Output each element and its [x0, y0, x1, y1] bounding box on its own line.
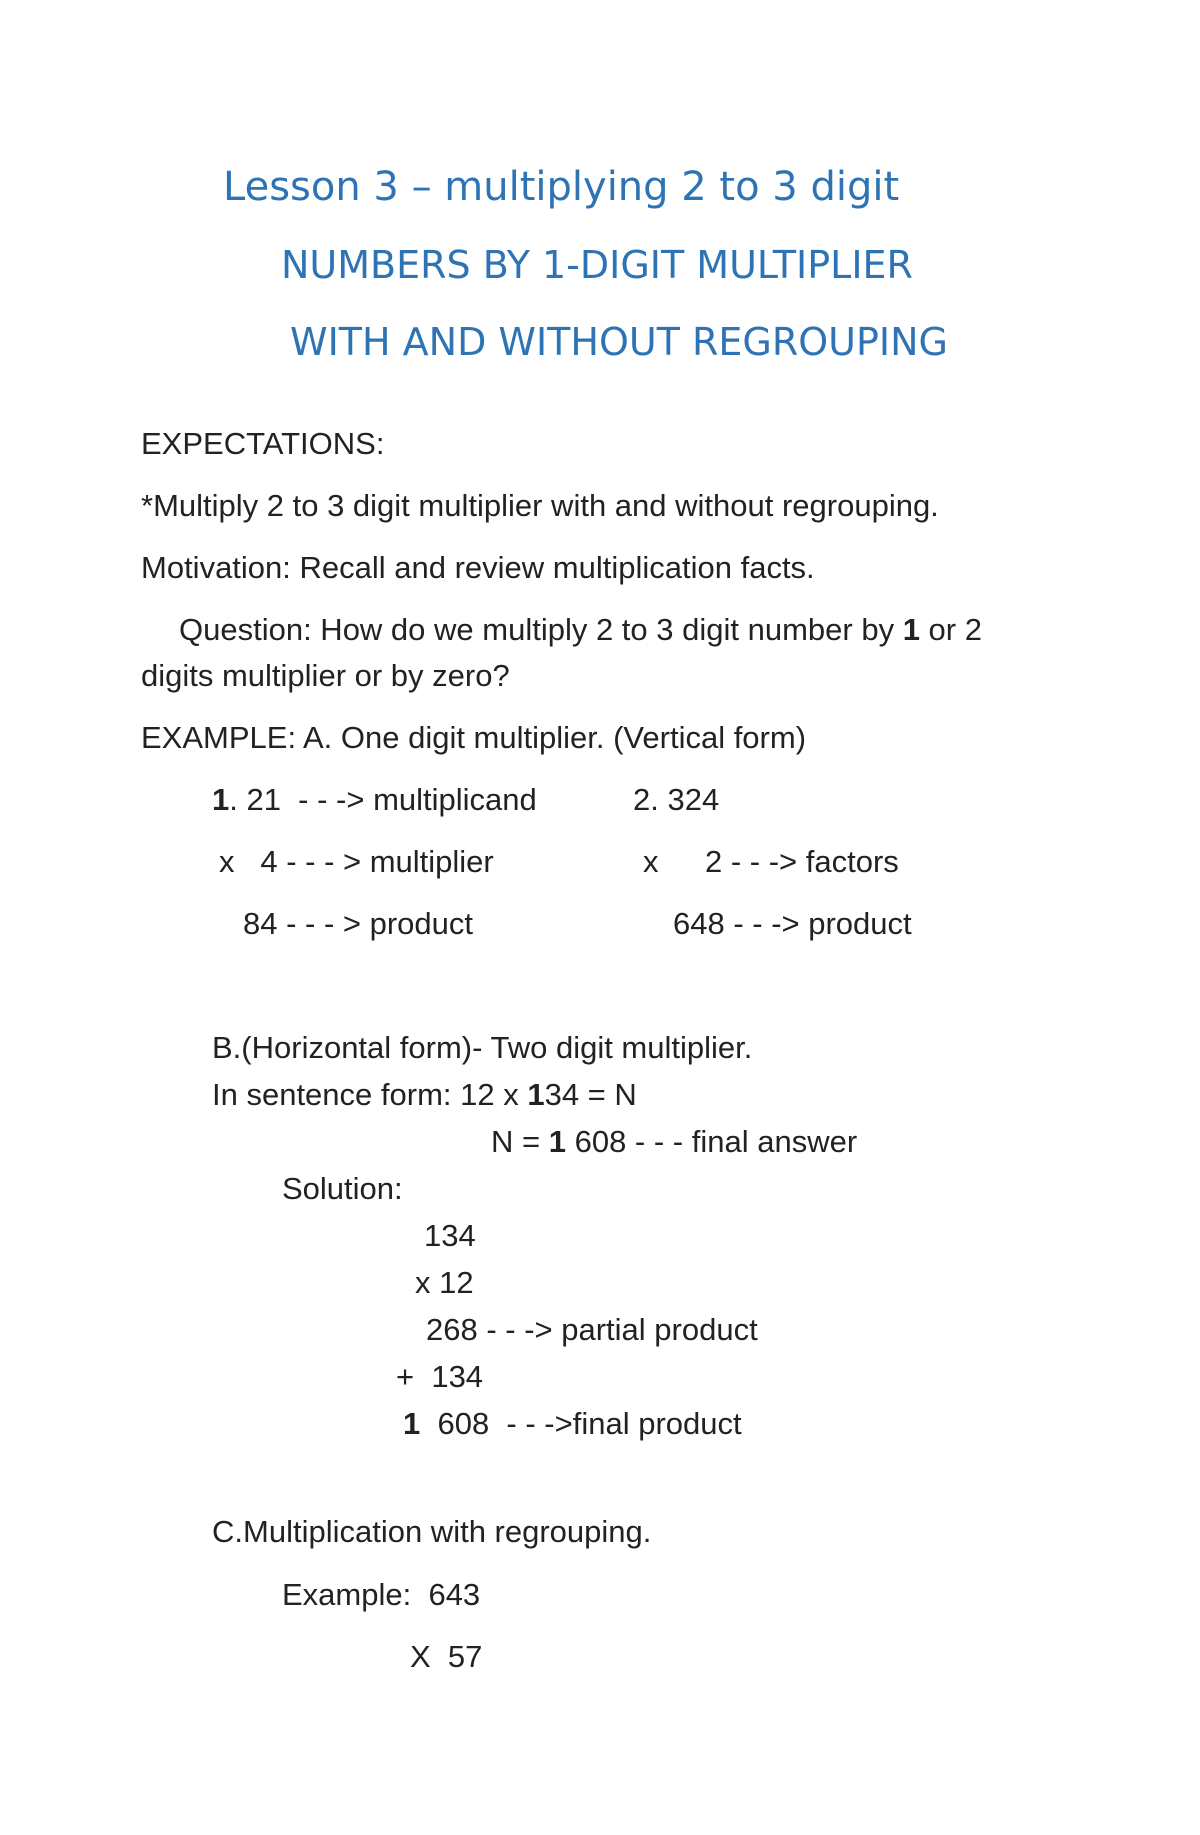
solution-partial-product: 268 - - -> partial product: [426, 1312, 758, 1347]
question-text-end: or 2: [919, 612, 982, 647]
example-c-example: Example: 643: [282, 1577, 481, 1612]
example-a2-line-2: 2 - - -> factors: [705, 844, 899, 879]
example-b-answer-suffix: 608 - - - final answer: [565, 1124, 858, 1159]
question-line-2: digits multiplier or by zero?: [141, 658, 510, 693]
example-a2-line-3: 648 - - -> product: [673, 906, 912, 941]
example-a1-line-2: x 4 - - - > multiplier: [219, 844, 494, 879]
example-a1-line-1: [212, 784, 537, 815]
example-b-sentence-bold: 1: [527, 1077, 545, 1112]
example-b-sentence-prefix: In sentence form: 12 x: [212, 1077, 528, 1112]
solution-final-rest: 608 - - ->final product: [420, 1406, 742, 1441]
solution-multiplier: x 12: [415, 1265, 474, 1300]
question-bold-one: 1: [902, 612, 920, 647]
example-b-answer-bold: 1: [548, 1124, 566, 1159]
example-b-answer-prefix: N =: [491, 1124, 549, 1159]
example-a2-line-1: 2. 324: [633, 782, 720, 817]
example-b-heading: B.(Horizontal form)- Two digit multiplier.: [212, 1030, 753, 1065]
question-line-1: [179, 614, 982, 645]
motivation-text: Motivation: Recall and review multiplication facts.: [141, 550, 815, 585]
expectations-heading: EXPECTATIONS:: [141, 426, 385, 461]
example-b-sentence: [212, 1079, 637, 1110]
example-a1-multiplicand: . 21 - - -> multiplicand: [229, 782, 537, 817]
example-c-heading: C.Multiplication with regrouping.: [212, 1514, 652, 1549]
question-text-start: Question: How do we multiply 2 to 3 digit number by: [179, 612, 903, 647]
example-c-multiplier: X 57: [410, 1639, 483, 1674]
title-line-2: NUMBERS BY 1-DIGIT MULTIPLIER: [281, 243, 913, 287]
solution-plus-row: + 134: [396, 1359, 484, 1394]
title-line-1: Lesson 3 – multiplying 2 to 3 digit: [223, 164, 900, 210]
example-a1-number: 1: [212, 782, 230, 817]
expectations-item: *Multiply 2 to 3 digit multiplier with and without regrouping.: [141, 488, 939, 523]
solution-final-bold: 1: [403, 1406, 421, 1441]
example-a2-x: x: [643, 844, 659, 879]
example-a1-line-3: 84 - - - > product: [243, 906, 474, 941]
example-b-answer: [491, 1126, 857, 1157]
solution-final-product: [403, 1408, 742, 1439]
solution-label: Solution:: [282, 1171, 403, 1206]
title-line-3: WITH AND WITHOUT REGROUPING: [290, 320, 948, 364]
example-b-sentence-suffix: 34 = N: [544, 1077, 637, 1112]
solution-multiplicand: 134: [424, 1218, 476, 1253]
example-a-heading: EXAMPLE: A. One digit multiplier. (Vertical form): [141, 720, 807, 755]
